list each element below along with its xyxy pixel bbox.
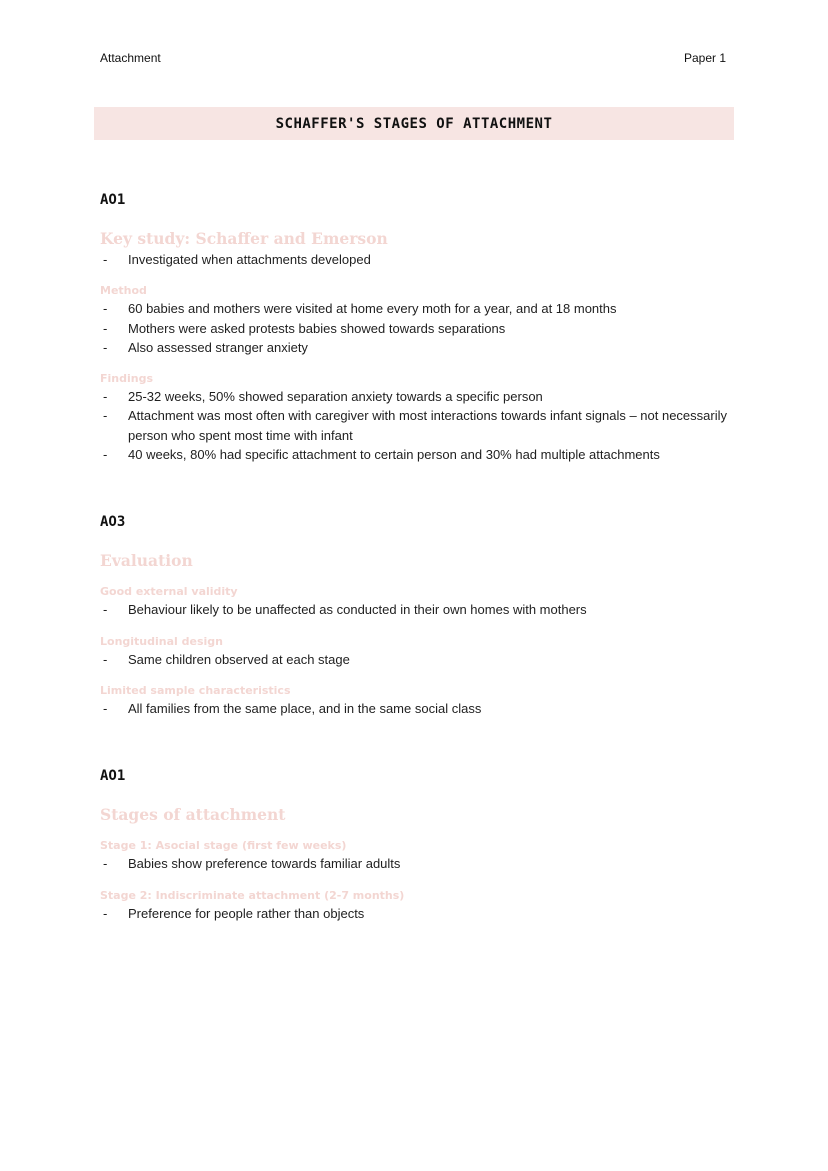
ao1-label-second: AO1 bbox=[100, 768, 126, 785]
bullet-dash: - bbox=[103, 339, 108, 355]
list-item bbox=[100, 600, 740, 619]
bullet-dash: - bbox=[103, 320, 108, 336]
bullet-dash: - bbox=[103, 602, 108, 618]
sample-heading: Limited sample characteristics bbox=[100, 683, 291, 697]
stage2-list bbox=[100, 904, 740, 923]
stage1-list bbox=[100, 854, 740, 873]
list-item-text: 25-32 weeks, 50% showed separation anxiety towards a specific person bbox=[128, 389, 543, 405]
page-title: SCHAFFER'S STAGES OF ATTACHMENT bbox=[275, 115, 553, 132]
list-item bbox=[100, 650, 740, 669]
page-header bbox=[100, 51, 726, 65]
method-heading: Method bbox=[100, 284, 147, 298]
method-list bbox=[100, 299, 740, 357]
list-item bbox=[100, 387, 740, 406]
key-study-heading: Key study: Schaffer and Emerson bbox=[100, 229, 388, 248]
list-item bbox=[100, 699, 740, 718]
evaluation-heading: Evaluation bbox=[100, 551, 193, 571]
list-item bbox=[100, 250, 740, 269]
stage1-heading: Stage 1: Asocial stage (first few weeks) bbox=[100, 839, 347, 853]
bullet-dash: - bbox=[103, 252, 108, 267]
list-item-text: All families from the same place, and in the same social class bbox=[128, 700, 482, 716]
findings-heading: Findings bbox=[100, 372, 154, 386]
list-item-text: Behaviour likely to be unaffected as conducted in their own homes with mothers bbox=[128, 602, 587, 618]
bullet-dash: - bbox=[103, 651, 108, 667]
list-item bbox=[100, 445, 740, 464]
list-item-text: Also assessed stranger anxiety bbox=[128, 339, 308, 355]
stage2-heading: Stage 2: Indiscriminate attachment (2-7 months) bbox=[100, 888, 405, 902]
list-item-text: Mothers were asked protests babies showed towards separations bbox=[128, 320, 506, 336]
list-item bbox=[100, 299, 740, 318]
bullet-dash: - bbox=[103, 389, 108, 405]
external-validity-list bbox=[100, 600, 740, 619]
header-paper: Paper 1 bbox=[683, 51, 726, 65]
list-item bbox=[100, 319, 740, 338]
sample-list bbox=[100, 699, 740, 718]
intro-list bbox=[100, 250, 740, 269]
list-item bbox=[100, 406, 740, 445]
list-item-text: Attachment was most often with caregiver with most interactions towards infant signals – not necessarily person who spent most time with infant bbox=[128, 408, 727, 443]
stages-heading: Stages of attachment bbox=[100, 805, 286, 825]
bullet-dash: - bbox=[103, 447, 108, 463]
longitudinal-heading: Longitudinal design bbox=[100, 634, 223, 648]
title-banner bbox=[94, 107, 734, 140]
longitudinal-list bbox=[100, 650, 740, 669]
external-validity-heading: Good external validity bbox=[100, 585, 238, 599]
bullet-dash: - bbox=[103, 856, 108, 872]
header-subject: Attachment bbox=[100, 51, 161, 65]
bullet-dash: - bbox=[103, 408, 108, 424]
bullet-dash: - bbox=[103, 905, 108, 921]
list-item-text: Babies show preference towards familiar adults bbox=[128, 856, 401, 872]
list-item-text: Preference for people rather than objects bbox=[128, 905, 365, 921]
list-item-text: 40 weeks, 80% had specific attachment to certain person and 30% had multiple attachments bbox=[128, 447, 660, 463]
findings-list bbox=[100, 387, 740, 464]
bullet-dash: - bbox=[103, 700, 108, 716]
ao1-label: AO1 bbox=[100, 192, 126, 208]
bullet-dash: - bbox=[103, 301, 108, 317]
list-item-text: 60 babies and mothers were visited at home every moth for a year, and at 18 months bbox=[128, 301, 617, 317]
list-item bbox=[100, 854, 740, 873]
list-item-text: Investigated when attachments developed bbox=[128, 252, 371, 267]
list-item-text: Same children observed at each stage bbox=[128, 651, 350, 667]
notes-content bbox=[100, 190, 740, 923]
list-item bbox=[100, 338, 740, 357]
ao3-label: AO3 bbox=[100, 514, 126, 531]
list-item bbox=[100, 904, 740, 923]
